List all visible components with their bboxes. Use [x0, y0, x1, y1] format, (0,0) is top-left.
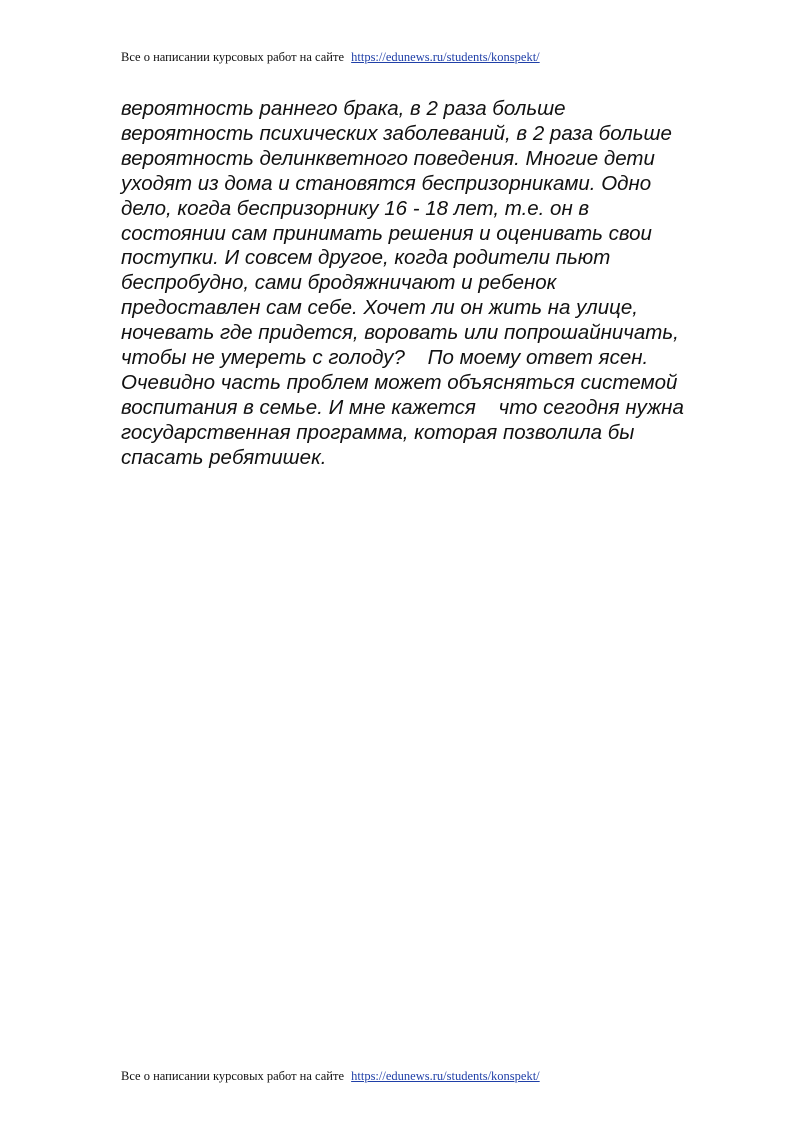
text-line: государственная программа, которая позволила бы — [121, 420, 635, 444]
footer-text: Все о написании курсовых работ на сайте — [121, 1069, 344, 1083]
text-line: вероятность раннего брака, в 2 раза больше — [121, 97, 566, 120]
text-line: дело, когда беспризорнику 16 - 18 лет, т.е. он в — [121, 196, 590, 220]
text-line: поступки. И совсем другое, когда родители пьют — [121, 246, 611, 270]
text-line: вероятность делинкветного поведения. Многие дети — [121, 146, 655, 170]
text-line: беспробудно, сами бродяжничают и ребенок — [121, 271, 557, 295]
body-paragraph — [121, 97, 721, 471]
header-link[interactable]: https://edunews.ru/students/konspekt/ — [351, 50, 540, 64]
footer-link[interactable]: https://edunews.ru/students/konspekt/ — [351, 1069, 540, 1083]
text-line: уходят из дома и становятся беспризорниками. Одно — [121, 171, 652, 195]
page-footer — [121, 1068, 540, 1084]
text-line: Очевидно часть проблем может объясняться системой — [121, 370, 678, 394]
header-text: Все о написании курсовых работ на сайте — [121, 50, 344, 64]
text-line: вероятность психических заболеваний, в 2 раза больше — [121, 121, 672, 145]
text-line: состоянии сам принимать решения и оценивать свои — [121, 221, 652, 245]
text-line: ночевать где придется, воровать или попрошайничать, — [121, 321, 679, 345]
text-line: воспитания в семье. И мне кажется что сегодня нужна — [121, 395, 684, 419]
text-line: чтобы не умереть с голоду? По моему ответ ясен. — [121, 346, 649, 370]
text-line: спасать ребятишек. — [121, 445, 327, 469]
page-header — [121, 49, 540, 65]
text-line: предоставлен сам себе. Хочет ли он жить на улице, — [121, 296, 638, 320]
